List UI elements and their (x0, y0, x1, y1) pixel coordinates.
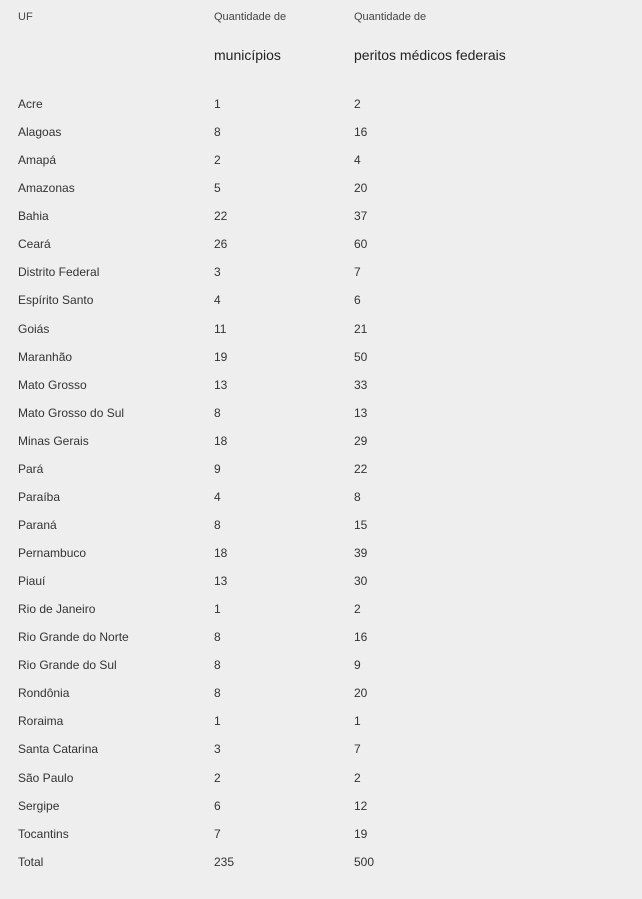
cell-uf: Rio Grande do Sul (18, 658, 117, 673)
cell-municipios: 8 (214, 405, 221, 420)
table-row (0, 516, 642, 544)
cell-peritos: 2 (354, 97, 361, 111)
cell-municipios: 8 (214, 658, 221, 673)
cell-uf: Mato Grosso (18, 377, 87, 392)
cell-uf: São Paulo (18, 770, 74, 785)
cell-municipios: 3 (214, 742, 221, 757)
cell-peritos: 500 (354, 854, 375, 869)
table-row (0, 263, 642, 291)
cell-uf: Bahia (18, 209, 49, 224)
table-row (0, 572, 642, 600)
cell-uf: Amazonas (18, 181, 75, 196)
cell-uf: Rio de Janeiro (18, 602, 96, 617)
cell-uf: Distrito Federal (18, 265, 100, 280)
cell-uf: Sergipe (18, 798, 60, 813)
cell-uf: Pernambuco (18, 546, 87, 560)
cell-municipios: 6 (214, 798, 221, 813)
cell-peritos: 29 (354, 433, 368, 448)
table-row (0, 488, 642, 516)
cell-municipios: 13 (214, 574, 228, 589)
cell-municipios: 8 (214, 686, 221, 701)
table-row (0, 853, 642, 881)
table-row (0, 740, 642, 768)
cell-uf: Paraná (18, 517, 57, 532)
table-row (0, 600, 642, 628)
table-row (0, 460, 642, 488)
cell-municipios: 19 (214, 349, 228, 364)
table-row (0, 432, 642, 460)
cell-uf: Santa Catarina (18, 742, 99, 757)
cell-municipios: 1 (214, 97, 221, 111)
cell-peritos: 7 (354, 265, 361, 280)
cell-peritos: 19 (354, 826, 368, 841)
cell-peritos: 16 (354, 125, 368, 140)
table-row (0, 376, 642, 404)
cell-uf: Goiás (18, 321, 50, 336)
cell-uf: Tocantins (18, 826, 69, 841)
header-municipios-line2: municípios (214, 47, 281, 63)
cell-peritos: 9 (354, 658, 361, 673)
cell-peritos: 50 (354, 349, 368, 364)
cell-uf: Amapá (18, 153, 57, 168)
cell-uf: Rio Grande do Norte (18, 630, 129, 645)
cell-peritos: 16 (354, 630, 368, 645)
cell-peritos: 37 (354, 209, 368, 224)
cell-peritos: 20 (354, 181, 368, 196)
table-row (0, 656, 642, 684)
cell-peritos: 39 (354, 546, 368, 560)
table-body (0, 95, 642, 881)
cell-uf: Mato Grosso do Sul (18, 405, 125, 420)
table-row (0, 712, 642, 740)
cell-peritos: 21 (354, 321, 368, 336)
table-row (0, 684, 642, 712)
table-row (0, 320, 642, 348)
cell-peritos: 8 (354, 489, 361, 504)
table-row (0, 95, 642, 123)
cell-municipios: 13 (214, 377, 228, 392)
table-row (0, 207, 642, 235)
cell-municipios: 1 (214, 602, 221, 617)
header-municipios-line1: Quantidade de (214, 11, 287, 23)
cell-peritos: 60 (354, 237, 368, 252)
cell-municipios: 235 (214, 854, 235, 869)
table-row (0, 291, 642, 319)
cell-peritos: 33 (354, 377, 368, 392)
cell-peritos: 20 (354, 686, 368, 701)
cell-peritos: 22 (354, 461, 368, 476)
table-row (0, 123, 642, 151)
table-row (0, 348, 642, 376)
table-row (0, 628, 642, 656)
cell-uf: Espírito Santo (18, 293, 94, 308)
header-peritos-line1: Quantidade de (354, 11, 427, 23)
cell-uf: Minas Gerais (18, 433, 89, 448)
cell-uf: Ceará (18, 237, 51, 252)
cell-municipios: 18 (214, 546, 228, 560)
cell-municipios: 8 (214, 125, 221, 140)
cell-municipios: 2 (214, 770, 221, 785)
cell-uf: Maranhão (18, 349, 73, 364)
cell-uf: Acre (18, 97, 43, 111)
table-row (0, 769, 642, 797)
cell-uf: Total (18, 854, 44, 869)
cell-municipios: 4 (214, 489, 221, 504)
cell-municipios: 8 (214, 517, 221, 532)
cell-peritos: 15 (354, 517, 368, 532)
cell-peritos: 2 (354, 770, 361, 785)
cell-peritos: 4 (354, 153, 361, 168)
cell-uf: Rondônia (18, 686, 70, 701)
cell-municipios: 3 (214, 265, 221, 280)
cell-municipios: 11 (214, 321, 227, 336)
cell-municipios: 18 (214, 433, 228, 448)
cell-peritos: 13 (354, 405, 368, 420)
cell-municipios: 26 (214, 237, 228, 252)
cell-municipios: 8 (214, 630, 221, 645)
cell-municipios: 9 (214, 461, 221, 476)
cell-peritos: 12 (354, 798, 368, 813)
cell-uf: Pará (18, 461, 44, 476)
cell-uf: Alagoas (18, 125, 62, 140)
header-uf: UF (18, 11, 33, 23)
cell-uf: Roraima (18, 714, 64, 729)
table-row (0, 235, 642, 263)
cell-peritos: 2 (354, 602, 361, 617)
table-row (0, 179, 642, 207)
cell-municipios: 22 (214, 209, 228, 224)
cell-municipios: 4 (214, 293, 221, 308)
table-row (0, 544, 642, 572)
table-row (0, 404, 642, 432)
cell-municipios: 1 (214, 714, 221, 729)
cell-peritos: 30 (354, 574, 368, 589)
cell-uf: Piauí (18, 574, 46, 589)
cell-municipios: 7 (214, 826, 221, 841)
cell-peritos: 1 (354, 714, 361, 729)
header-peritos-line2: peritos médicos federais (354, 47, 506, 63)
cell-peritos: 7 (354, 742, 361, 757)
table-row (0, 825, 642, 853)
table-row (0, 797, 642, 825)
cell-municipios: 2 (214, 153, 221, 168)
cell-peritos: 6 (354, 293, 361, 308)
table-row (0, 151, 642, 179)
cell-uf: Paraíba (18, 489, 61, 504)
cell-municipios: 5 (214, 181, 221, 196)
